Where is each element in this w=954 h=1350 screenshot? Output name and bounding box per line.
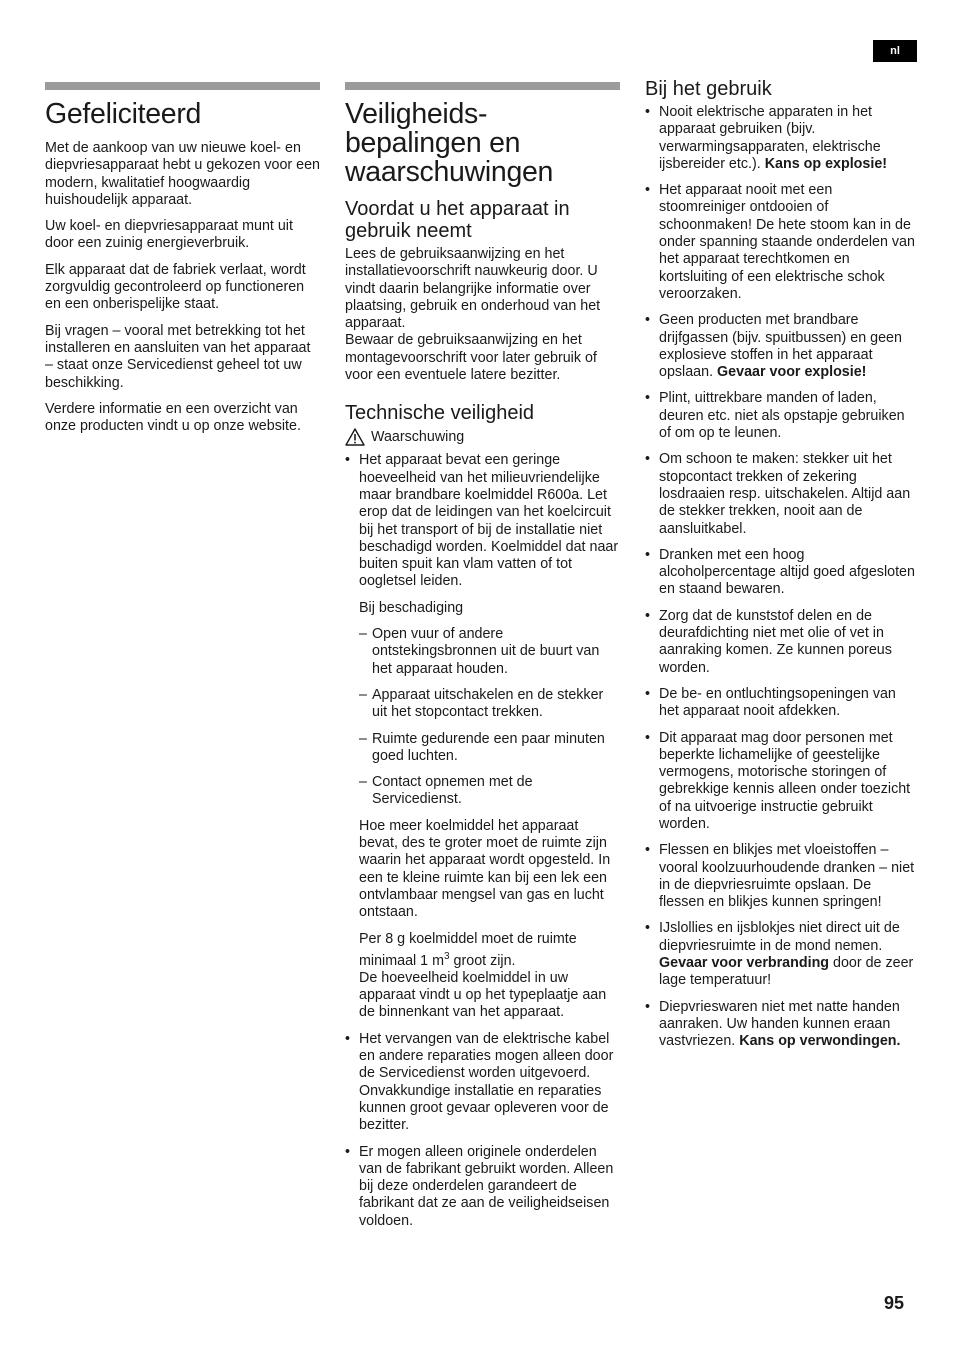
paragraph: Verdere informatie en een overzicht van onze producten vindt u op onze website.	[45, 400, 301, 435]
list-item: • De be- en ontluchtingsopeningen van het apparaat nooit afdekken.	[645, 686, 917, 721]
warning-triangle-icon	[345, 428, 365, 446]
paragraph: Hoe meer koelmiddel het apparaat bevat, des te groter moet de ruimte zijn waarin het apparaat wordt opgesteld. In een te kleine ruimte kan bij een lek een ontvlambaar mengsel van gas en lucht ontstaan.	[359, 817, 611, 921]
list-item: • Er mogen alleen originele onderdelen van de fabrikant gebruikt worden. Alleen bij deze onderdelen garandeert de fabrikant dat ze aan de veiligheidseisen voldoen.	[345, 1144, 620, 1230]
list-item: – Ruimte gedurende een paar minuten goed luchten.	[359, 731, 620, 766]
paragraph: Uw koel- en diepvriesapparaat munt uit door een zuinig energieverbruik.	[45, 218, 293, 252]
page-number: 95	[884, 1293, 905, 1313]
list-item: • Dranken met een hoog alcoholpercentage altijd goed afgesloten en staand bewaren.	[645, 547, 917, 599]
list-item: – Apparaat uitschakelen en de stekker uit het stopcontact trekken.	[359, 687, 620, 722]
congratulations-title: Gefeliciteerd	[45, 98, 202, 130]
paragraph: Met de aankoop van uw nieuwe koel- en diepvriesapparaat hebt u gekozen voor een modern, kwalitatief hoogwaardig huishoudelijk apparaat.	[45, 140, 321, 208]
congratulations-column	[45, 82, 320, 444]
list-item: • Diepvrieswaren niet met natte handen aanraken. Uw handen kunnen eraan vastvriezen. Kans op verwondingen.	[645, 999, 917, 1051]
language-badge: nl	[873, 40, 917, 62]
list-item: • IJslollies en ijsblokjes niet direct uit de diepvriesruimte in de mond nemen. Gevaar voor verbranding door de zeer lage temperatuur!	[645, 920, 917, 989]
paragraph: Bij vragen – vooral met betrekking tot het installeren en aansluiten van het apparaat – staat onze Servicedienst geheel tot uw beschikking.	[45, 322, 311, 391]
list-item: • Het apparaat bevat een geringe hoeveelheid van het milieuvriendelijke maar brandbare koelmiddel R600a. Let erop dat de leidingen van het koelcircuit bij het transport of bij de installatie niet beschadigd worden. Koelmiddel dat naar buiten spuit kan vlam vatten of tot oogletsel leiden. Bij beschadiging – Open vuur of andere ontstekingsbronnen uit de buurt van het apparaat houden. – Apparaat uitschakelen en de stekker uit het stopcontact trekken. – Ruimte gedurende een paar minuten goed luchten. – Contact opnemen met de Servicedienst. Hoe meer koelmiddel het apparaat bevat, des te groter moet de ruimte zijn waarin het apparaat wordt opgesteld. In een te kleine ruimte kan bij een lek een ontvlambaar mengsel van gas en lucht ontstaan. Per 8 g koelmiddel moet de ruimte minimaal 1 $m^3$ groot zijn. De hoeveelheid koelmiddel in uw apparaat vindt u op het typeplaatje aan de binnenkant van het apparaat.	[345, 452, 620, 1021]
technical-safety-heading: Technische veiligheid	[345, 402, 535, 425]
safety-column	[345, 82, 620, 1239]
in-use-heading: Bij het gebruik	[645, 78, 772, 100]
warning-emphasis: Gevaar voor verbranding	[659, 955, 830, 972]
list-item: • Plint, uittrekbare manden of laden, deuren etc. niet als opstapje gebruiken of om op te leunen.	[645, 390, 917, 442]
paragraph: Per 8 g koelmiddel moet de ruimte minimaal 1 $m^3$ groot zijn.	[359, 930, 577, 969]
list-item: • Flessen en blikjes met vloeistoffen – vooral koolzuurhoudende dranken – niet in de diepvriesruimte opslaan. De flessen en blikjes kunnen springen!	[645, 842, 917, 911]
list-item: • Het apparaat nooit met een stoomreiniger ontdooien of schoonmaken! De hete stoom kan in de onder spanning staande onderdelen van het apparaat terechtkomen en kortsluiting of een elektrische schok veroorzaken.	[645, 182, 917, 303]
section-rule	[345, 82, 620, 90]
warning-emphasis: Gevaar voor explosie!	[717, 364, 867, 381]
in-use-column	[645, 78, 917, 1060]
before-use-heading: Voordat u het apparaat in gebruik neemt	[345, 198, 570, 242]
list-item: – Contact opnemen met de Servicedienst.	[359, 774, 620, 809]
paragraph: Elk apparaat dat de fabriek verlaat, wordt zorgvuldig gecontroleerd op functioneren en een onberispelijke staat.	[45, 261, 306, 313]
section-rule	[45, 82, 320, 90]
list-item: – Open vuur of andere ontstekingsbronnen uit de buurt van het apparaat houden.	[359, 626, 620, 678]
list-item: • Om schoon te maken: stekker uit het stopcontact trekken of zekering losdraaien resp. uitschakelen. Altijd aan de stekker trekken, nooit aan de aansluitkabel.	[645, 451, 917, 537]
warning-emphasis: Kans op explosie!	[764, 155, 888, 172]
technical-safety-list	[345, 452, 620, 1230]
list-item: • Geen producten met brandbare drijfgassen (bijv. spuitbussen) en geen explosieve stoffen in het apparaat opslaan. Gevaar voor explosie!	[645, 312, 917, 381]
list-item: • Zorg dat de kunststof delen en de deurafdichting niet met olie of vet in aanraking komen. Ze kunnen poreus worden.	[645, 608, 917, 677]
damage-label: Bij beschadiging	[359, 599, 464, 616]
paragraph: Lees de gebruiksaanwijzing en het installatievoorschrift nauwkeurig door. U vindt daarin belangrijke informatie over plaatsing, gebruik en onderhoud van het apparaat.	[345, 246, 601, 332]
warning-label: Waarschuwing	[345, 428, 620, 446]
paragraph: Bewaar de gebruiksaanwijzing en het montagevoorschrift voor later gebruik of voor een eventuele latere bezitter.	[345, 332, 597, 384]
list-item: • Het vervangen van de elektrische kabel en andere reparaties mogen alleen door de Servicedienst worden uitgevoerd. Onvakkundige installatie en reparaties kunnen groot gevaar opleveren voor de bezitter.	[345, 1031, 620, 1135]
paragraph: De hoeveelheid koelmiddel in uw apparaat vindt u op het typeplaatje aan de binnenkant van het apparaat.	[359, 969, 607, 1021]
list-item: • Nooit elektrische apparaten in het apparaat gebruiken (bijv. verwarmingsapparaten, elektrische ijsbereider etc.). Kans op explosie!	[645, 104, 917, 173]
in-use-list	[645, 104, 917, 1051]
list-item: • Dit apparaat mag door personen met beperkte lichamelijke of geestelijke vermogens, motorische storingen of gebrekkige kennis alleen onder toezicht of na uitvoerige instructie gebruikt worden.	[645, 730, 917, 834]
damage-steps	[359, 626, 620, 809]
safety-title: Veiligheids- bepalingen en waarschuwingen	[345, 98, 554, 188]
warning-emphasis: Kans op verwondingen.	[739, 1033, 901, 1050]
